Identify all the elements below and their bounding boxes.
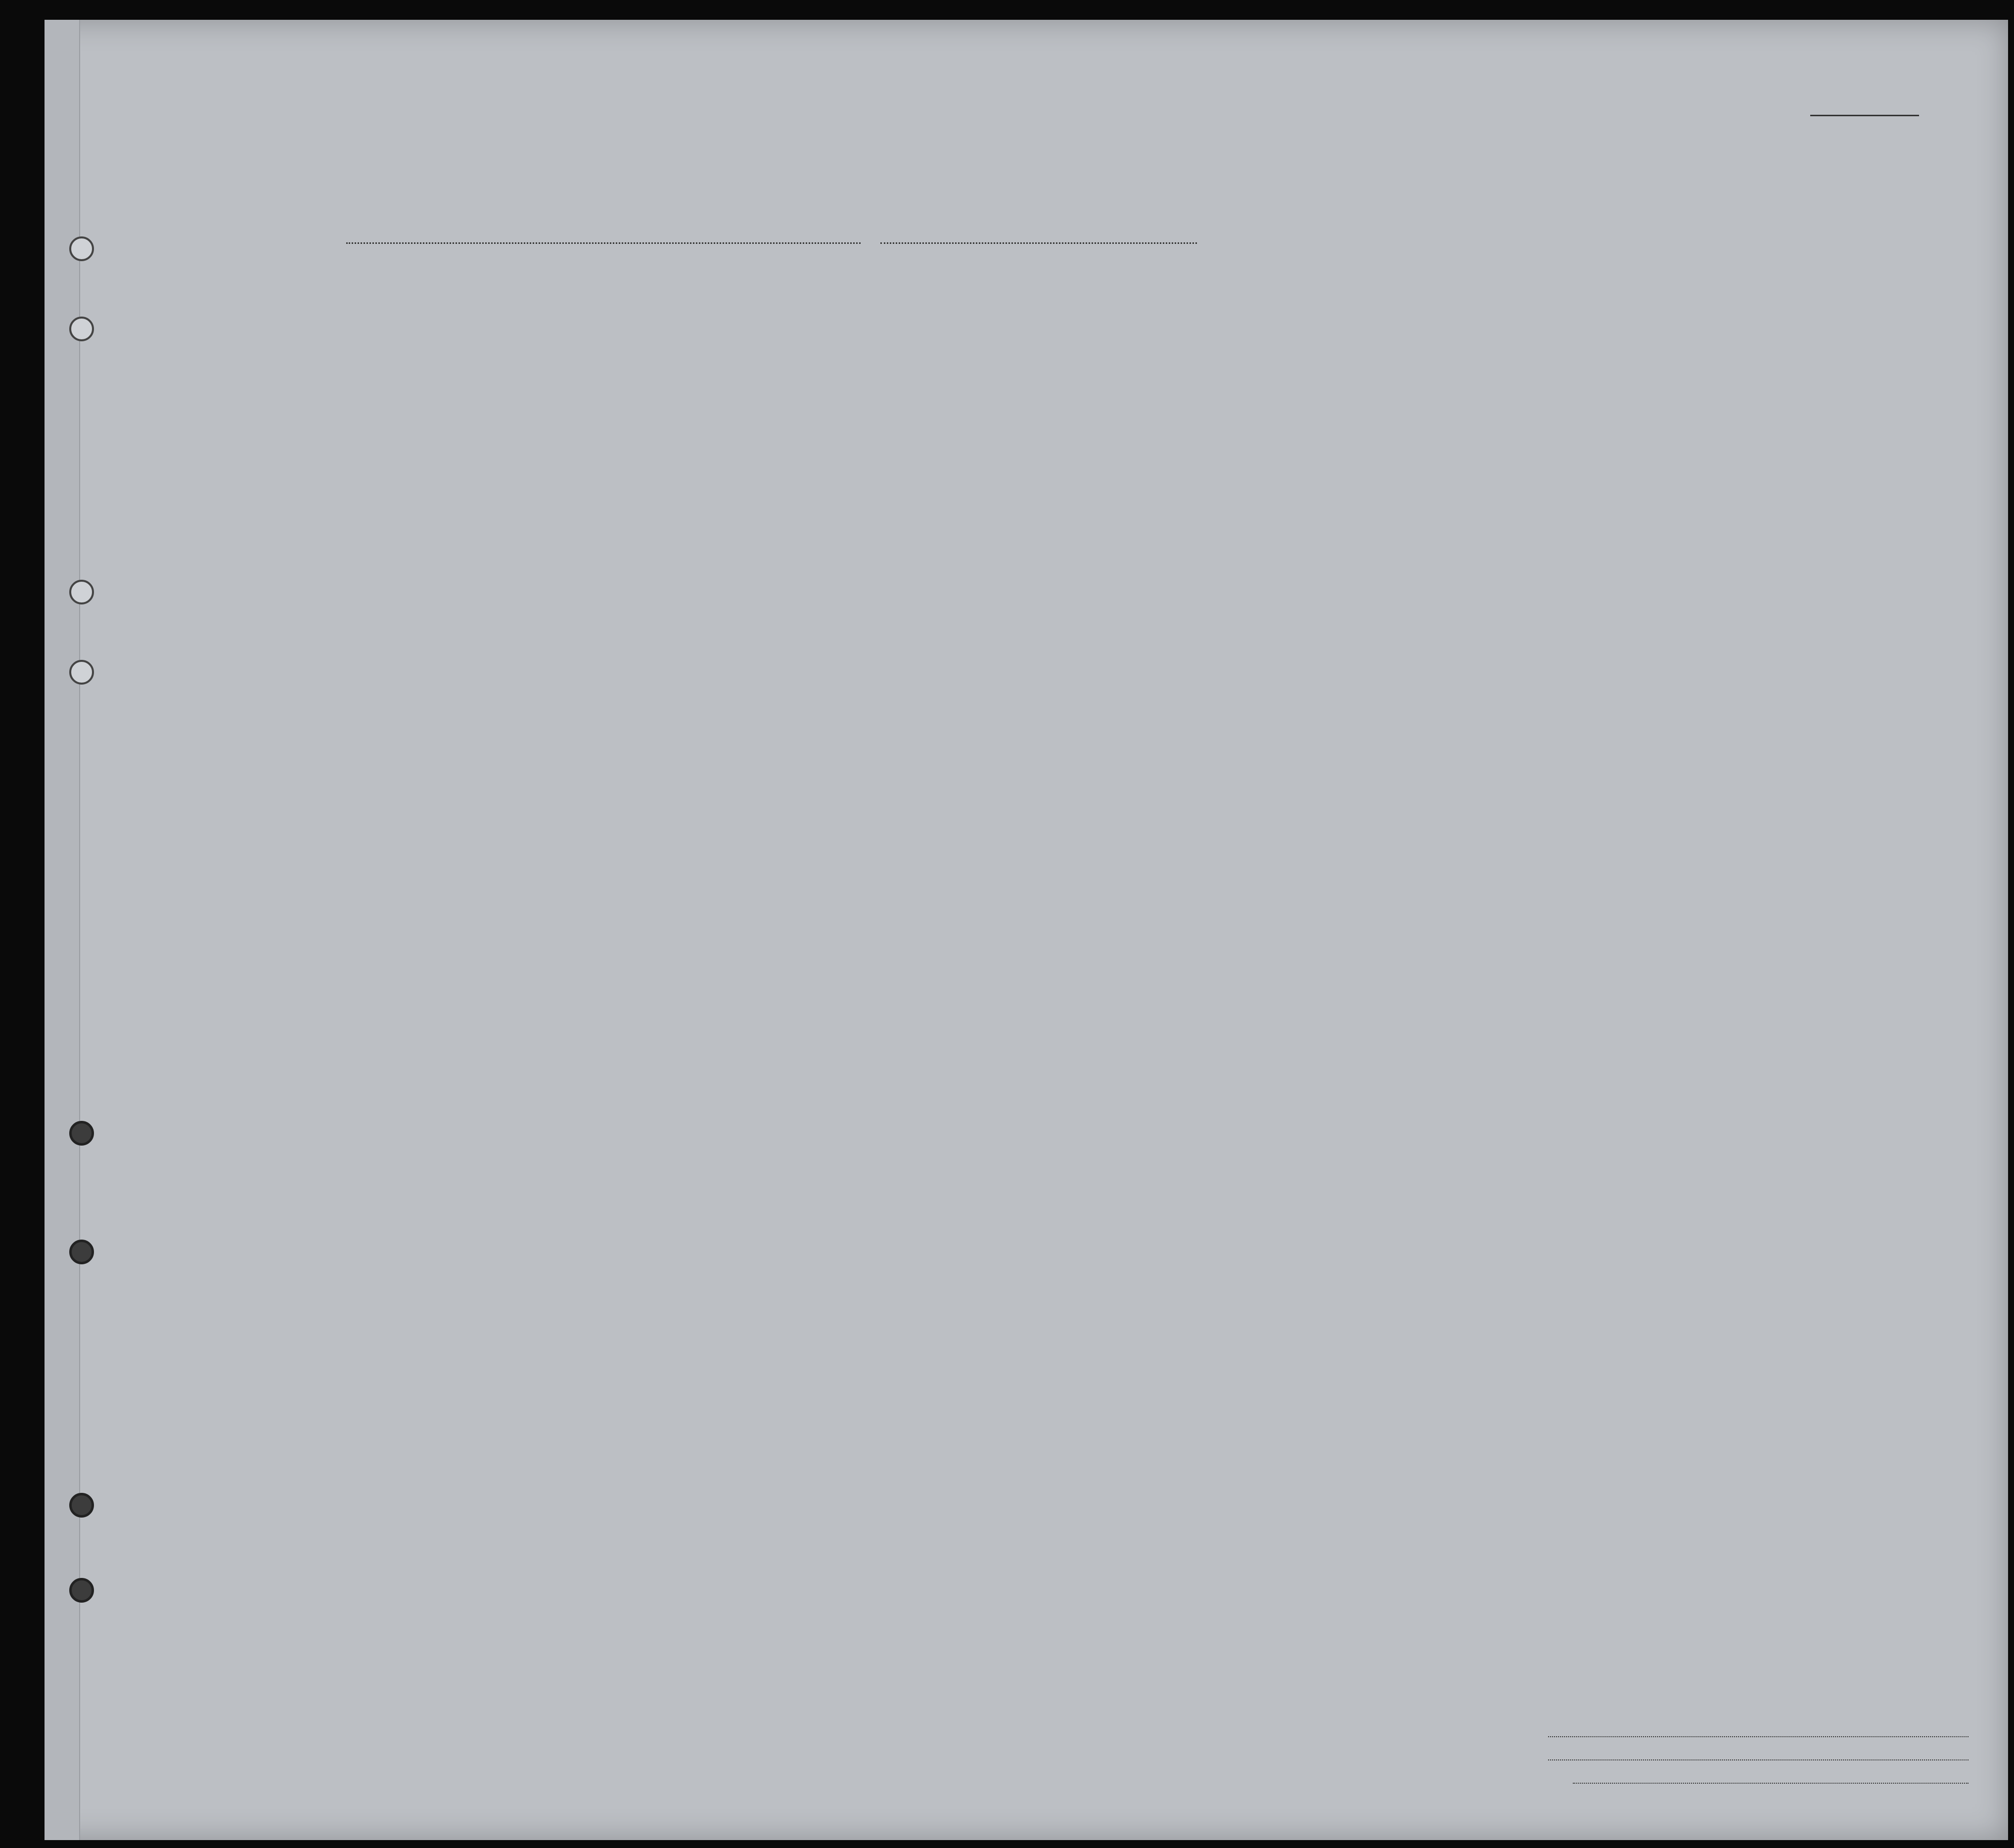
footer-owners-blank xyxy=(1548,1759,1968,1760)
footer-line-blank xyxy=(1548,1736,1968,1737)
footer-agents-blank xyxy=(1573,1783,1968,1784)
